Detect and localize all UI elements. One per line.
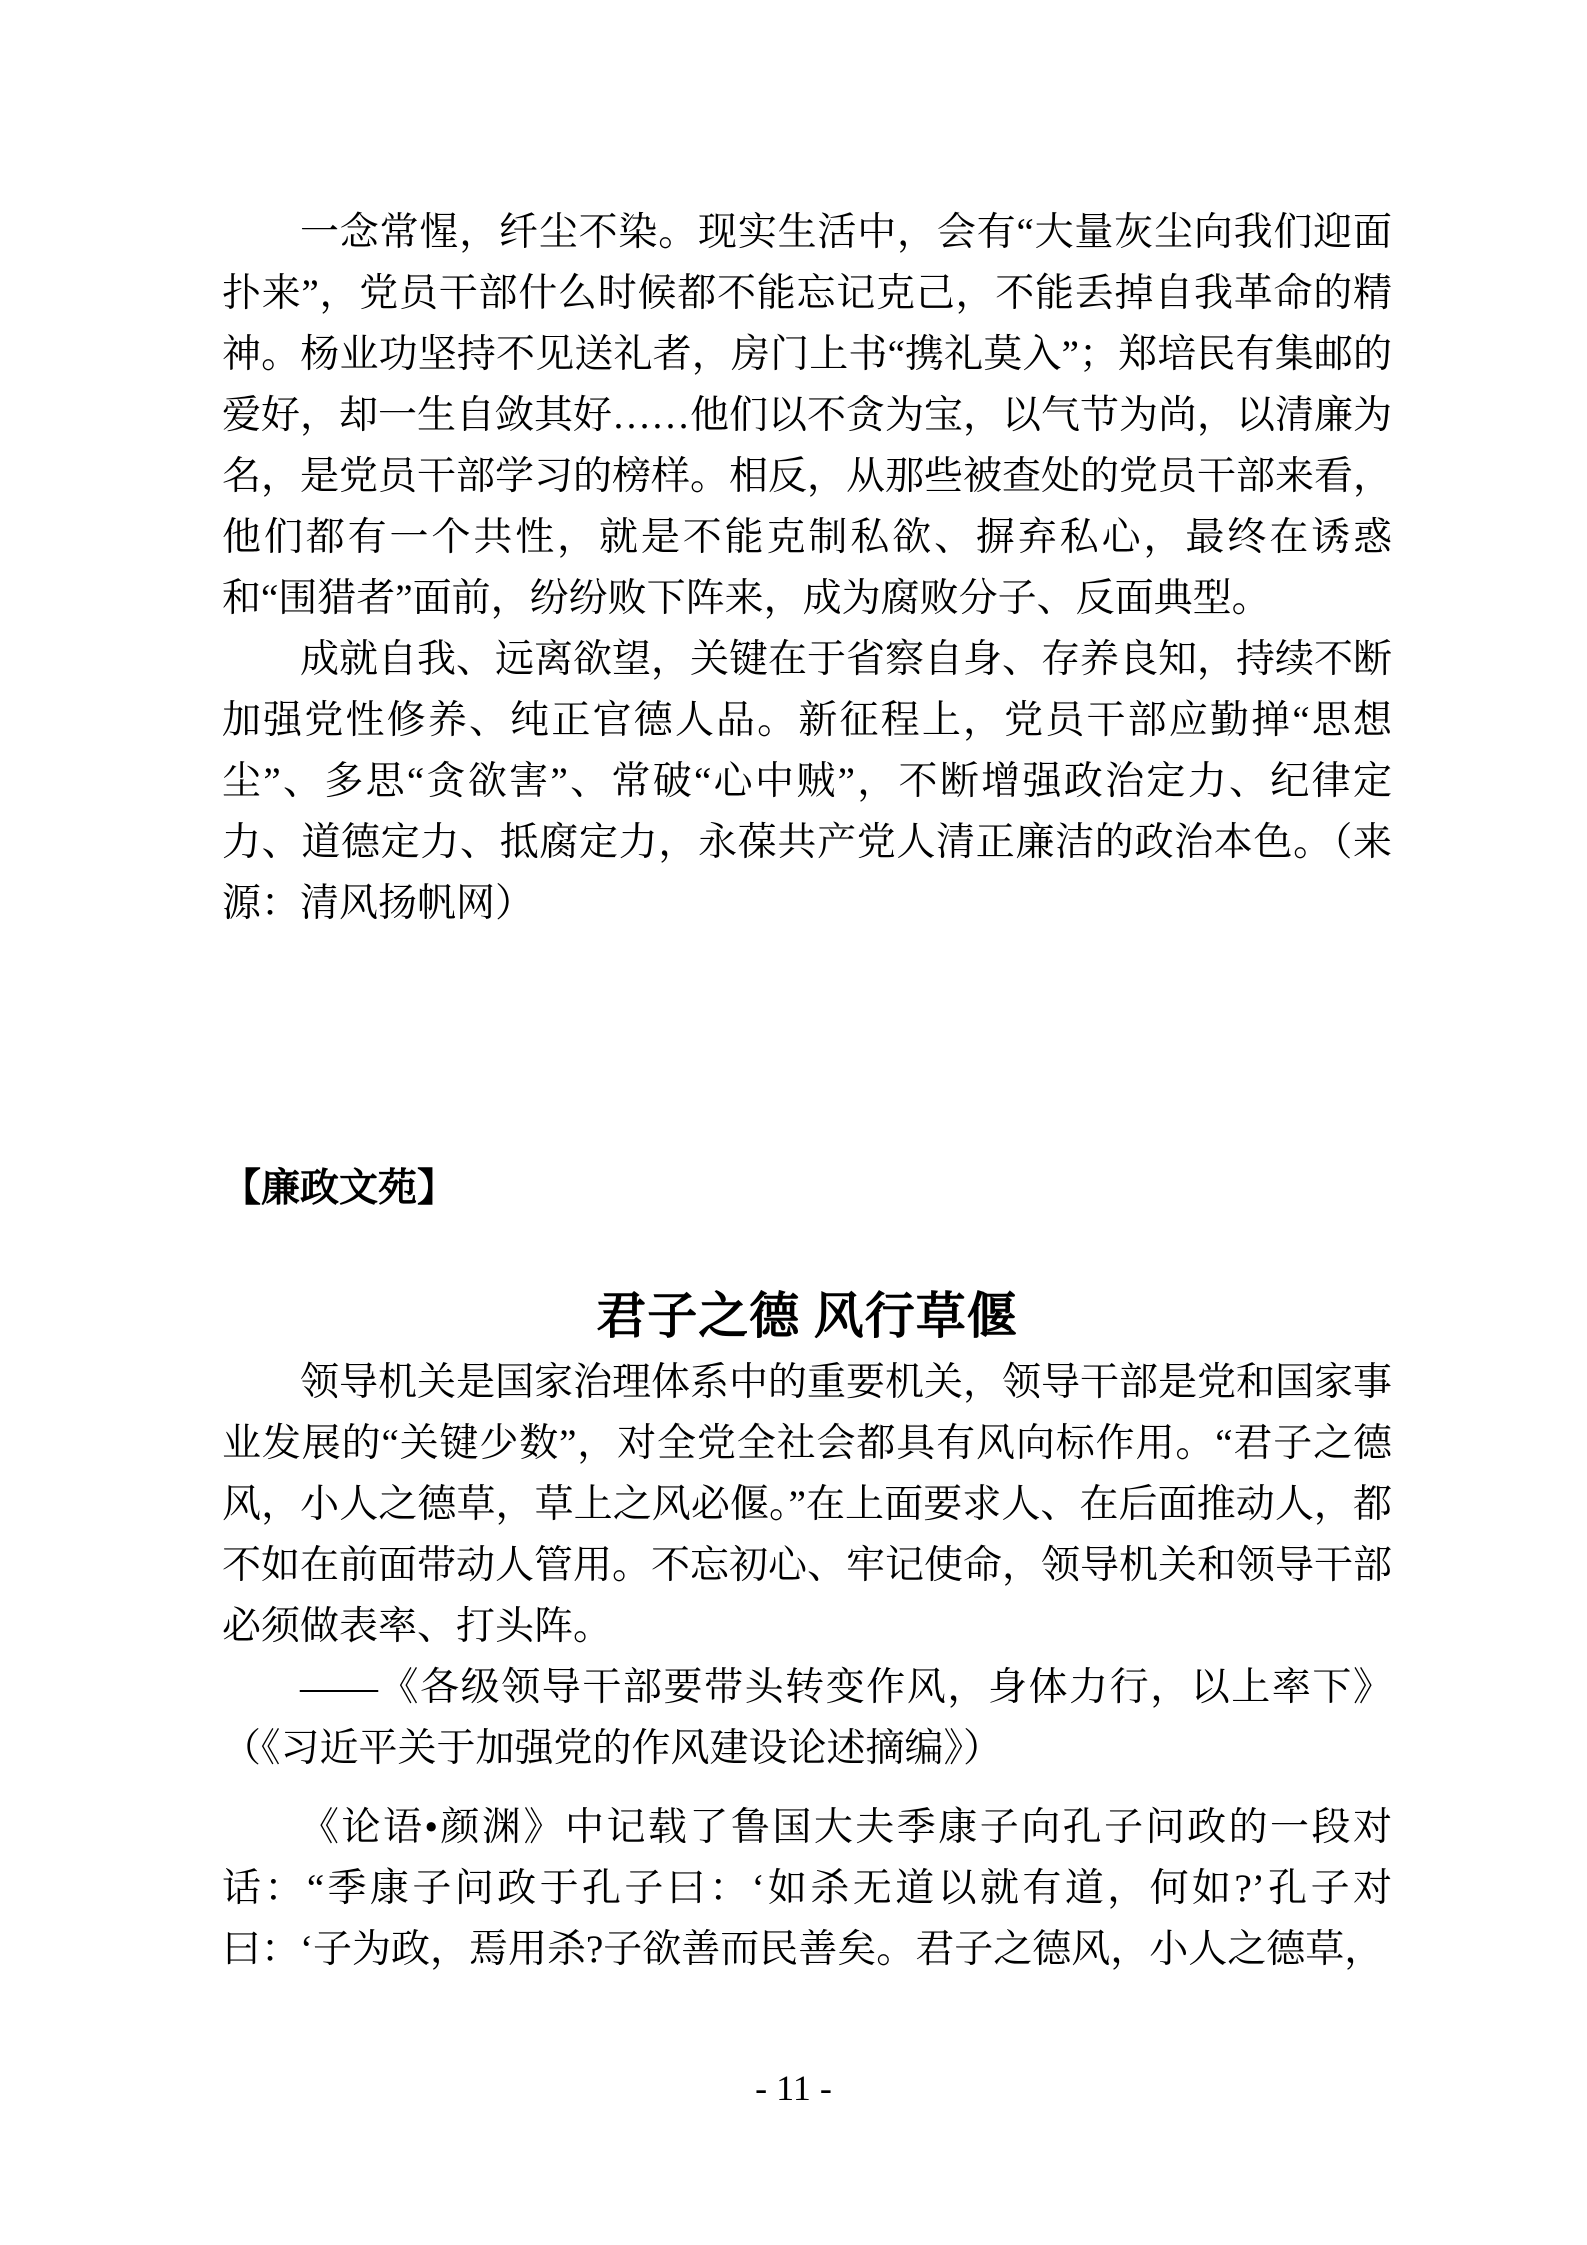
paragraph-self-cultivation: 成就自我、远离欲望，关键在于省察自身、存养良知，持续不断加强党性修养、纯正官德人品。新征程上，党员干部应勤掸“思想尘”、多思“贪欲害”、常破“心中贼”，不断增强政治定力、纪律定力、道德定力、抵腐定力，永葆共产党人清正廉洁的政治本色。（来源：清风扬帆网） [222,638,1393,925]
page-number: - 11 - [755,2068,832,2108]
paragraph-analects: 《论语•颜渊》中记载了鲁国大夫季康子向孔子问政的一段对话：“季康子问政于孔子曰：‘如杀无道以就有道，何如?’孔子对曰：‘子为政，焉用杀?子欲善而民善矣。君子之德风，小人之德草， [222,1806,1392,1971]
paragraph-self-discipline: 一念常惺，纤尘不染。现实生活中，会有“大量灰尘向我们迎面扑来”，党员干部什么时候都不能忘记克己，不能丢掉自我革命的精神。杨业功坚持不见送礼者，房门上书“携礼莫入”；郑培民有集邮的爱好，却一生自敛其好……他们以不贪为宝，以气节为尚，以清廉为名，是党员干部学习的榜样。相反，从那些被查处的党员干部来看，他们都有一个共性，就是不能克制私欲、摒弃私心，最终在诱惑和“围猎者”面前，纷纷败下阵来，成为腐败分子、反面典型。 [222,211,1393,620]
section-header-lianzheng-wenyuan: 【廉政文苑】 [222,1167,457,1210]
title-gap [222,1219,1392,1280]
article-title: 君子之德 风行草偃 [596,1288,1018,1344]
paragraph-leading-organs: 领导机关是国家治理体系中的重要机关，领导干部是党和国家事业发展的“关键少数”，对全党全社会都具有风向标作用。“君子之德风，小人之德草，草上之风必偃。”在上面要求人、在后面推动人，都不如在前面带动人管用。不忘初心、牢记使命，领导机关和领导干部必须做表率、打头阵。 [222,1361,1393,1648]
blank-gap [222,934,1392,1158]
quote-attribution: ——《各级领导干部要带头转变作风，身体力行，以上率下》（《习近平关于加强党的作风建设论述摘编》） [222,1666,1392,1770]
page-content [222,202,1392,1980]
